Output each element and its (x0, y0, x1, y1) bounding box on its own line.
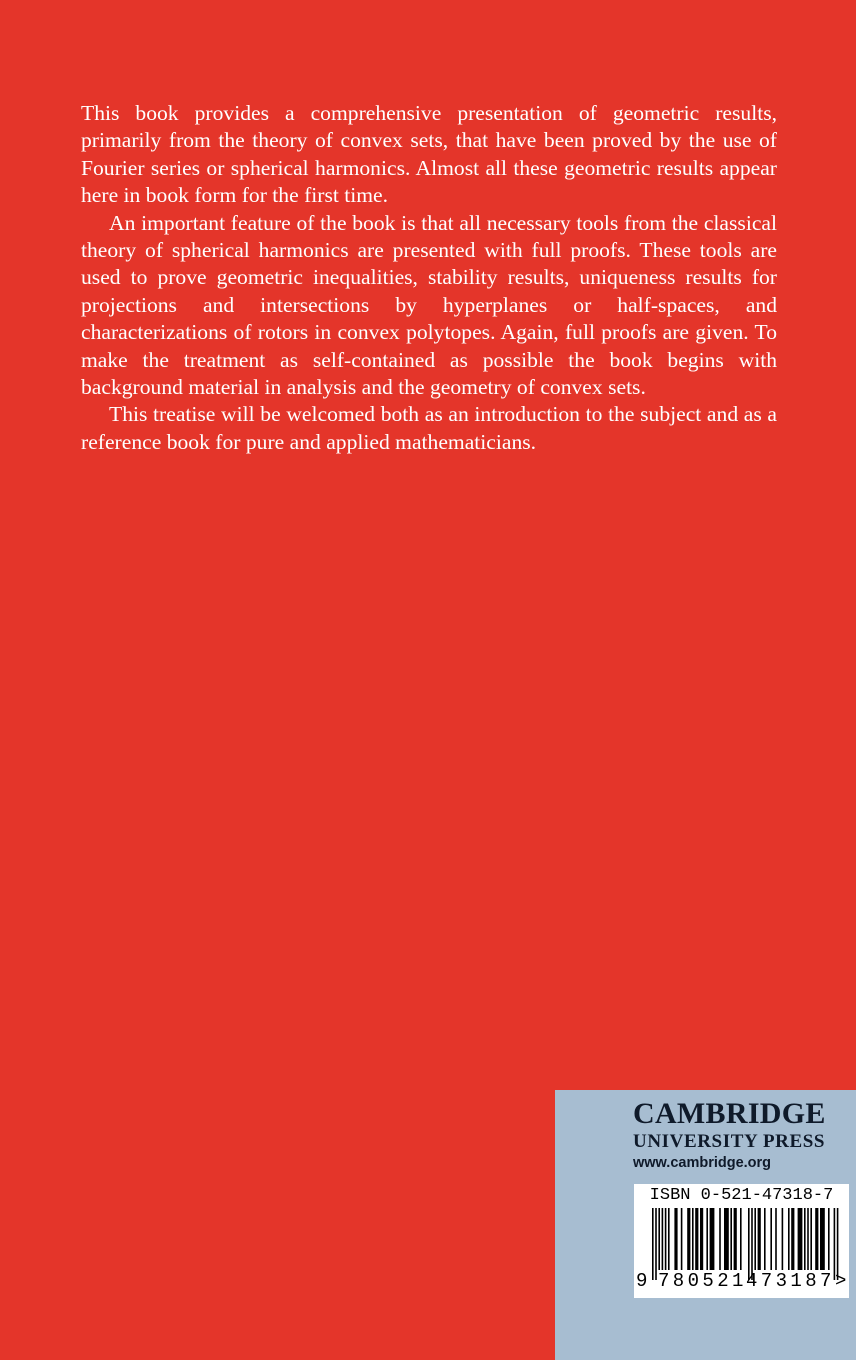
barcode-bar (700, 1208, 703, 1270)
barcode-bar (687, 1208, 690, 1270)
barcode-bar (681, 1208, 683, 1270)
barcode-bar (754, 1208, 756, 1270)
publisher-url: www.cambridge.org (633, 1155, 772, 1171)
barcode-bar (815, 1208, 818, 1270)
blurb-paragraph-2: An important feature of the book is that all necessary tools from the classical theory of spherical harmonics are presented with full proofs. These tools are used to prove geometric inequalities, stability results, uniqueness results for projections and intersections by hyperplanes or half-spaces, and characterizations of rotors in convex polytopes. Again, full proofs are given. To make the treatment as self-contained as possible the book begins with background material in analysis and the geometry of convex sets. (81, 210, 777, 400)
barcode-bar (798, 1208, 803, 1270)
barcode-bar (695, 1208, 698, 1270)
publisher-name: CAMBRIDGE (633, 1097, 826, 1130)
barcode-bar (740, 1208, 742, 1270)
publisher-subtitle: UNIVERSITY PRESS (633, 1131, 826, 1152)
barcode-bar (652, 1208, 654, 1280)
barcode-bar (810, 1208, 812, 1270)
barcode-bar (658, 1208, 660, 1270)
barcode-bar (828, 1208, 830, 1270)
barcode-bar (730, 1208, 732, 1270)
blurb-paragraph-3: This treatise will be welcomed both as an introduction to the subject and as a reference book for pure and applied mathematicians. (81, 402, 777, 454)
barcode-bar (655, 1208, 657, 1280)
barcode-bar (674, 1208, 677, 1270)
barcode-bar (775, 1208, 777, 1270)
barcode-bar (692, 1208, 694, 1270)
barcode-bar (782, 1208, 784, 1270)
barcode-bar (668, 1208, 670, 1270)
barcode-bar (710, 1208, 715, 1270)
barcode-bar (719, 1208, 721, 1270)
barcode-bar (662, 1208, 664, 1270)
ean-right-group: 473187 (746, 1270, 835, 1292)
barcode-bar (770, 1208, 772, 1270)
ean-mark: > (835, 1270, 847, 1292)
barcode-bar (764, 1208, 766, 1270)
barcode-bar (758, 1208, 761, 1270)
ean-left-group: 780521 (658, 1270, 747, 1292)
barcode-bar (734, 1208, 737, 1270)
publisher-panel (555, 1090, 856, 1360)
barcode-bar (804, 1208, 806, 1270)
barcode-bar (665, 1208, 667, 1270)
barcode-bar (820, 1208, 825, 1270)
blurb-paragraph-1: This book provides a comprehensive presentation of geometric results, primarily from the theory of convex sets, that have been proved by the use of Fourier series or spherical harmonics. Almost all these geometric results appear here in book form for the first time. (81, 101, 777, 208)
barcode-bar (706, 1208, 708, 1270)
barcode-bar (724, 1208, 729, 1270)
blurb-text (81, 100, 777, 456)
barcode-bar (791, 1208, 794, 1270)
isbn-label: ISBN 0-521-47318-7 (649, 1186, 834, 1205)
barcode-box (634, 1184, 849, 1298)
barcode-bar (807, 1208, 809, 1270)
barcode-bar (788, 1208, 790, 1270)
ean-first-digit: 9 (636, 1270, 648, 1292)
